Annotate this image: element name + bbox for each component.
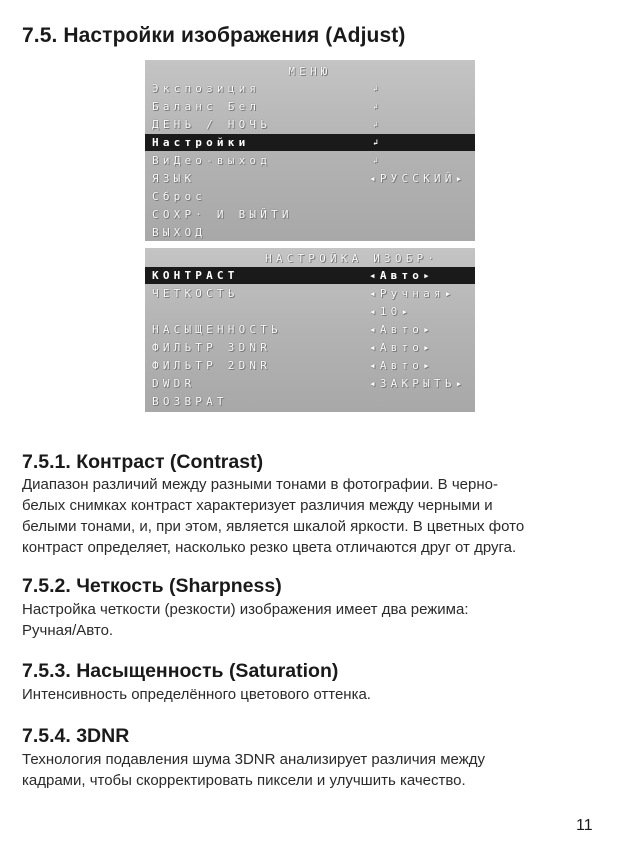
osd-setting: ЧЕТКОСТЬ ◂Ручная▸ (152, 287, 456, 300)
osd-setting-selected: КОНТРАСТ ◂Авто▸ (145, 267, 475, 284)
section-heading-saturation: 7.5.3. Насыщенность (Saturation) (22, 660, 339, 682)
osd-menu-item: Сбрoc (152, 190, 207, 203)
section-text-contrast: Диапазон различий между разными тонами в фотографии. В черно- белых снимках контраст характеризует различия между черными и белыми тонами, и, при этом, является шкалой яркости. В цветных фото контраст определяет, насколько резко цвета отличаются друг от друга. (22, 476, 525, 556)
osd-menu-item: ВЫХОД (152, 226, 207, 239)
osd-main-menu (145, 60, 475, 241)
osd-menu-item: ВиДео-выход ↲ (152, 154, 383, 167)
osd-setting: DWDR ◂ЗАКРЫТЬ▸ (152, 377, 467, 390)
osd-menu-item: ЯЗЫК ◂РУССКИЙ▸ (152, 172, 467, 185)
section-heading-sharpness: 7.5.2. Четкость (Sharpness) (22, 575, 282, 597)
osd-setting: ФИЛЬТР 2DNR ◂Авто▸ (152, 359, 434, 372)
osd-setting: ВОЗВРАТ (152, 395, 228, 408)
osd-menu-item: Экспозиция ↲ (152, 82, 383, 95)
section-heading-3dnr: 7.5.4. 3DNR (22, 725, 130, 747)
osd-menu-header: МЕНЮ (288, 65, 332, 78)
section-text-saturation: Интенсивность определённого цветового оттенка. (22, 686, 371, 703)
section-heading-contrast: 7.5.1. Контраст (Contrast) (22, 451, 264, 473)
osd-menu-item: СОХР· И ВЫЙТИ (152, 208, 293, 221)
osd-settings-header: НАСТРОЙКА ИЗОБР· (265, 252, 439, 265)
page-title: 7.5. Настройки изображения (Adjust) (22, 24, 406, 47)
section-text-sharpness: Настройка четкости (резкости) изображения имеет два режима: Ручная/Авто. (22, 601, 469, 639)
osd-menu-item: ДЕНЬ / НОЧЬ ↲ (152, 118, 383, 131)
page-number: 11 (576, 817, 593, 834)
osd-setting: НАСЫЩЕННОСТЬ ◂Авто▸ (152, 323, 434, 336)
osd-menu-item-selected: Настройки ↲ (145, 134, 475, 151)
osd-menu-item: Баланс Бел ↲ (152, 100, 383, 113)
osd-setting: ФИЛЬТР 3DNR ◂Авто▸ (152, 341, 434, 354)
section-text-3dnr: Технология подавления шума 3DNR анализирует различия между кадрами, чтобы скорректировать пиксели и улучшить качество. (22, 751, 485, 789)
osd-setting: ◂10▸ (369, 305, 413, 318)
osd-image-settings (145, 248, 475, 412)
